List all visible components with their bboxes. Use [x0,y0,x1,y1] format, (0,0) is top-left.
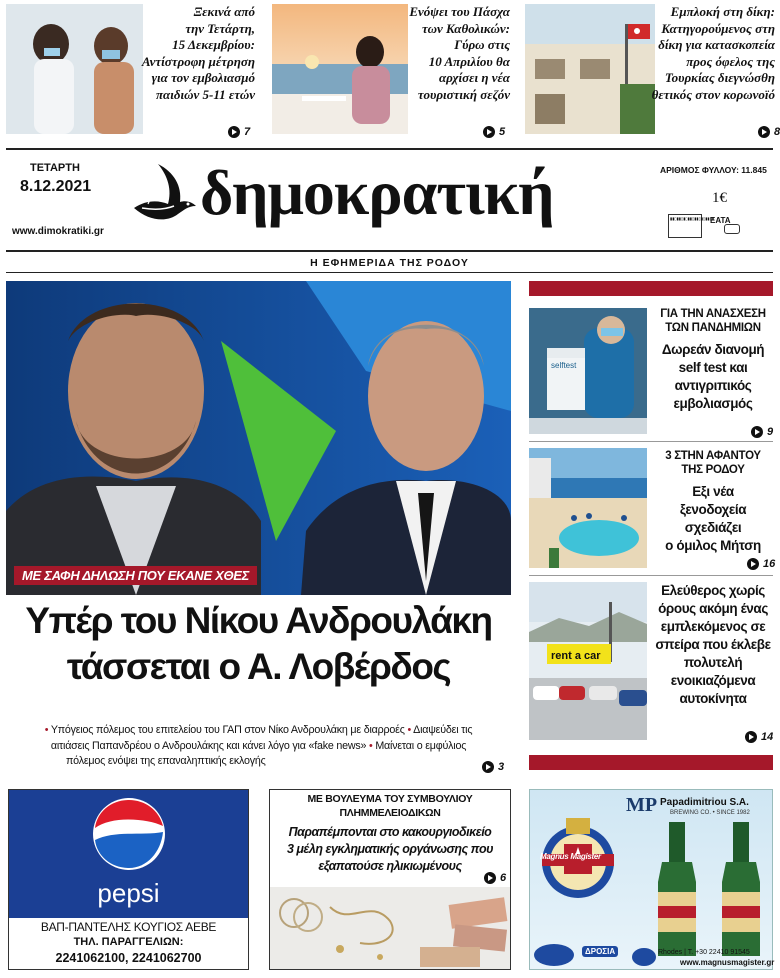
rent-a-car-sign: rent a car [551,650,601,662]
headline-line: Υπέρ του Νίκου Ανδρουλάκη [25,600,492,641]
eata-mark-icon [724,224,740,234]
divider [529,441,773,442]
headline-line: τάσσεται ο Α. Λοβέρδος [66,646,451,687]
arrow-icon [483,126,495,138]
lead-kicker: ΜΕ ΣΑΦΗ ΔΗΛΩΣΗ ΠΟΥ ΕΚΑΝΕ ΧΘΕΣ [14,566,257,585]
teaser-line: για τον εμβολιασμό [151,70,255,85]
page-ref: 3 [482,761,504,773]
sunset-photo [272,4,408,134]
pepsi-orders-label: ΤΗΛ. ΠΑΡΑΓΓΕΛΙΩΝ: [73,936,184,948]
arrow-icon [747,558,759,570]
magnus-label: Magnus Magister [540,852,601,861]
arrow-icon [484,872,496,884]
selftest-label: selftest [551,361,577,370]
arrow-icon [228,126,240,138]
lead-summary: • Υπόγειος πόλεμος του επιτελείου του ΓΑΠ στον Νίκο Ανδρουλάκη με διαρροές • Διαψεύδει τις αιτιάσεις Παπανδρέου ο Ανδρουλάκης και κάνει λόγο για «fake news» • Μαίνεται ο εμφύλιος πόλεμος ενόψει της επαναληπτικής εκλογής [44,724,473,767]
arrow-icon [758,126,770,138]
teaser-line: Αντίστροφη μέτρηση [141,53,255,69]
page-ref: 14 [745,731,773,743]
divider [6,250,773,252]
sidebar-kicker: ΓΙΑ ΤΗΝ ΑΝΑΣΧΕΣΗ ΤΩΝ ΠΑΝΔΗΜΙΩΝ [660,308,766,334]
arrow-icon [745,731,757,743]
issue-day: ΤΕΤΑΡΤΗ [30,162,80,174]
beer-bottle-icon [646,822,708,956]
pepsi-wordmark: pepsi [97,878,160,908]
divider [529,575,773,576]
teaser-line: Ενόψει του Πάσχα [409,4,510,19]
hotel-photo [529,448,647,568]
pepsi-phones: 2241062100, 2241062700 [55,951,202,965]
arrow-icon [482,761,494,773]
barcode-box: ▮▮▯▮▮▯▮▯▮▮▯▮▮▯▮▯▮▮▯▮ [668,214,702,238]
sidebar-headline: Δωρεάν διανομή self test και αντιγριπικός εμβολιασμός [661,342,765,411]
drosia-logo: ΔΡΟΣΙΑ [582,946,618,957]
water-logo-icon [534,944,574,966]
teaser-line: θετικός στον κορωνοϊό [651,86,775,102]
teaser-line: Κατηγορούμενος στη [661,20,775,36]
teaser-line: Εμπλοκή στη δίκη: [670,4,775,19]
tagline: Η ΕΦΗΜΕΡΙΔΑ ΤΗΣ ΡΟΔΟΥ [310,257,469,269]
teaser-line: Ξεκινά από [193,4,255,19]
divider [6,272,773,273]
bottom-kicker: ΜΕ ΒΟΥΛΕΥΜΑ ΤΟΥ ΣΥΜΒΟΥΛΙΟΥ ΠΛΗΜΜΕΛΕΙΟΔΙΚΩΝ [307,793,473,819]
bullet-icon: • [369,739,376,752]
teaser-line: τουριστική σεζόν [417,86,510,102]
website-link[interactable]: www.dimokratiki.gr [12,226,104,237]
sidebar-headline: Εξι νέα ξενοδοχεία σχεδιάζει ο όμιλος Μήτση [665,484,761,553]
arrow-icon [751,426,763,438]
eata-logo: ΕΑΤΑ [710,216,731,225]
sidebar-headline: Ελεύθερος χωρίς όρους ακόμη ένας εμπλεκόμενος σε σπείρα που έκλεβε πολυτελή ενοικιαζόμενα αυτοκίνητα [655,583,771,706]
teaser-line: Γύρω στις [454,37,510,52]
jewelry-photo [270,887,510,969]
magnus-brand: Papadimitriou S.A. [660,797,749,808]
juice-logo-icon [632,948,656,966]
dove-logo-icon [128,160,200,230]
bottom-headline: Παραπέμπονται στο κακουργιοδικείο 3 μέλη εγκληματικής οργάνωσης που εξαπατούσε ηλικιωμένους [286,825,494,873]
magnus-website[interactable]: www.magnusmagister.gr [680,958,775,967]
sidebar-bottom-band [529,755,773,770]
page-ref: 7 [228,126,250,138]
magnus-phone: Rhodes | T. +30 22410 91545 [658,949,750,956]
magnus-since: BREWING CO. • SINCE 1982 [670,810,750,816]
teaser-line: αρχίσει η νέα [438,70,510,85]
teaser-line: Τουρκίας διεγνώσθη [664,70,775,85]
issue-number: ΑΡΙΘΜΟΣ ΦΥΛΛΟΥ: 11.845 [660,165,767,175]
beer-bottle-icon [710,822,772,956]
teaser-line: παιδιών 5-11 ετών [155,86,255,102]
vaccination-photo [6,4,143,134]
pepsi-company: ΒΑΠ-ΠΑΝΤΕΛΗΣ ΚΟΥΓΙΟΣ ΑΕΒΕ [40,920,217,934]
politicians-photo [6,281,511,595]
page-ref: 9 [751,426,773,438]
page-ref: 8 [758,126,780,138]
issue-date: 8.12.2021 [20,178,92,195]
price: 1€ [712,190,727,206]
lead-headline [6,598,511,690]
teaser-line: 15 Δεκεμβρίου: [172,37,255,52]
teaser-line: την Τετάρτη, [185,20,255,36]
sidebar-kicker: 3 ΣΤΗΝ ΑΦΑΝΤΟΥ ΤΗΣ ΡΟΔΟΥ [665,450,761,476]
page-ref: 16 [747,558,775,570]
teaser-line: δίκη για κατασκοπεία [658,37,775,52]
rental-cars-photo [529,582,647,740]
selftest-photo [529,308,647,434]
teaser-line: των Καθολικών: [421,20,510,36]
page-ref: 6 [484,872,506,884]
teaser-line: προς όφελος της [686,53,775,69]
bullet-icon: • [407,724,414,736]
bullet-icon: • [44,724,51,736]
pepsi-globe-icon [91,796,167,872]
consulate-photo [525,4,655,134]
mp-logo-icon: MP [626,794,658,816]
pepsi-panel [9,790,248,918]
newspaper-title: δημοκρατική [200,157,554,228]
teaser-line: 10 Απριλίου θα [428,53,510,69]
sidebar-top-band [529,281,773,296]
page-ref: 5 [483,126,505,138]
